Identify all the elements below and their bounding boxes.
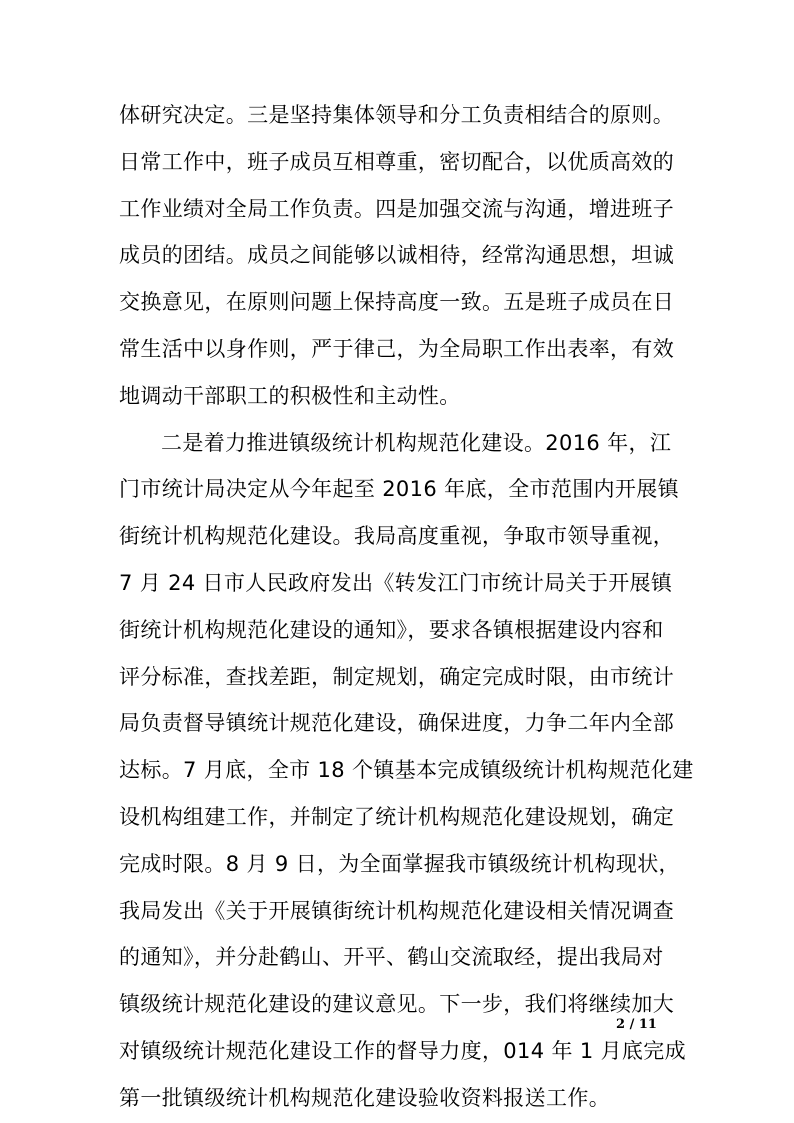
text-line: 达标。7 月底，全市 18 个镇基本完成镇级统计机构规范化建 [119, 758, 694, 783]
text-line: 门市统计局决定从今年起至 2016 年底，全市范围内开展镇 [119, 477, 679, 502]
text-line: 体研究决定。三是坚持集体领导和分工负责相结合的原则。 [119, 103, 675, 127]
text-line: 工作业绩对全局工作负责。四是加强交流与沟通，增进班子 [119, 196, 675, 221]
text-line: 设机构组建工作，并制定了统计机构规范化建设规划，确定 [119, 804, 675, 829]
text-line: 我局发出《关于开展镇街统计机构规范化建设相关情况调查 [119, 898, 675, 923]
paragraph-first-line: 二是着力推进镇级统计机构规范化建设。2016 年，江 [161, 430, 672, 455]
text-line: 完成时限。8 月 9 日，为全面掌握我市镇级统计机构现状， [119, 851, 680, 876]
text-line: 的通知》，并分赴鹤山、开平、鹤山交流取经，提出我局对 [119, 945, 664, 970]
text-line: 街统计机构规范化建设。我局高度重视，争取市领导重视， [119, 524, 675, 549]
text-line: 7 月 24 日市人民政府发出《转发江门市统计局关于开展镇 [119, 570, 673, 595]
text-line: 街统计机构规范化建设的通知》，要求各镇根据建设内容和 [119, 617, 664, 642]
page-number: 2 / 11 [616, 1017, 657, 1032]
text-line: 评分标准，查找差距，制定规划，确定完成时限，由市统计 [119, 664, 675, 689]
text-line: 镇级统计规范化建设的建议意见。下一步，我们将继续加大 [119, 992, 675, 1017]
text-line: 第一批镇级统计机构规范化建设验收资料报送工作。 [119, 1085, 611, 1110]
text-line: 成员的团结。成员之间能够以诚相待，经常沟通思想，坦诚 [119, 243, 675, 268]
text-line: 交换意见，在原则问题上保持高度一致。五是班子成员在日 [119, 290, 675, 315]
text-line: 局负责督导镇统计规范化建设，确保进度，力争二年内全部 [119, 711, 675, 736]
text-line: 常生活中以身作则，严于律己，为全局职工作出表率，有效 [119, 336, 675, 361]
body-text [119, 92, 694, 1122]
text-line: 对镇级统计规范化建设工作的督导力度，014 年 1 月底完成 [119, 1038, 686, 1063]
text-line: 地调动干部职工的积极性和主动性。 [119, 383, 461, 408]
text-line: 日常工作中，班子成员互相尊重，密切配合，以优质高效的 [119, 149, 675, 174]
